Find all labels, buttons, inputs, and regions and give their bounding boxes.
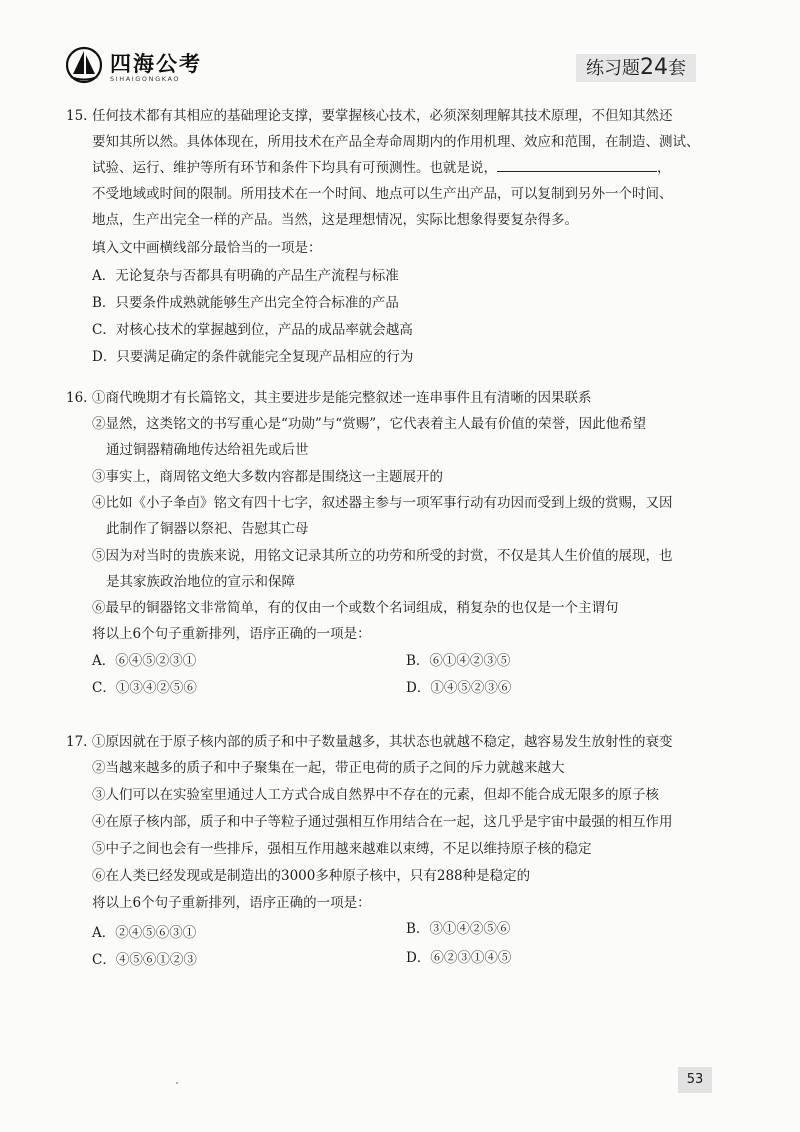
passage-line: 任何技术都有其相应的基础理论支撑，要掌握核心技术，必须深刻理解其技术原理，不但知其然还 <box>92 108 673 124</box>
sentence-line: ⑤因为对当时的贵族来说，用铭文记录其所立的功劳和所受的封赏，不仅是其人生价值的展现，也 <box>92 548 673 564</box>
question-number: 15. <box>66 108 88 124</box>
brand-subtitle: SIHAIGONGKAO <box>110 75 181 83</box>
sailboat-logo-icon <box>66 46 102 84</box>
option-a[interactable]: A．⑥④⑤②③① <box>92 653 197 669</box>
sentence-line: ②当越来越多的质子和中子聚集在一起，带正电荷的质子之间的斥力就越来越大 <box>92 760 565 776</box>
option-d[interactable]: D．①④⑤②③⑥ <box>406 680 512 696</box>
sentence-line: ③人们可以在实验室里通过人工方式合成自然界中不存在的元素，但却不能合成无限多的原子核 <box>92 787 659 803</box>
exercise-set-label <box>576 54 696 82</box>
option-b[interactable]: B．⑥①④②③⑤ <box>406 653 511 669</box>
option-a[interactable]: A．②④⑤⑥③① <box>92 925 197 941</box>
option-c[interactable]: C．①③④②⑤⑥ <box>92 680 197 696</box>
sentence-line: 是其家族政治地位的宣示和保障 <box>106 574 295 590</box>
option-b[interactable]: B．只要条件成熟就能够生产出完全符合标准的产品 <box>92 295 399 311</box>
question-prompt: 填入文中画横线部分最恰当的一项是： <box>92 240 322 256</box>
passage-text: 试验、运行、维护等所有环节和条件下均具有可预测性。也就是说， <box>92 160 497 176</box>
brand-name: 四海公考 <box>110 52 202 76</box>
option-c[interactable]: C．④⑤⑥①②③ <box>92 952 197 968</box>
sentence-line: ⑥在人类已经发现或是制造出的3000多种原子核中，只有288种是稳定的 <box>92 868 531 884</box>
page-number: 53 <box>678 1067 712 1093</box>
question-prompt: 将以上6个句子重新排列，语序正确的一项是： <box>92 895 371 911</box>
question-16 <box>66 388 716 708</box>
question-prompt: 将以上6个句子重新排列，语序正确的一项是： <box>92 626 371 642</box>
sentence-line: ⑥最早的铜器铭文非常简单，有的仅由一个或数个名词组成，稍复杂的也仅是一个主谓句 <box>92 600 619 616</box>
fill-in-blank <box>497 158 657 172</box>
question-number: 17. <box>66 734 88 750</box>
scan-speck <box>176 1082 178 1084</box>
passage-line: 地点，生产出完全一样的产品。当然，这是理想情况，实际比想象得要复杂得多。 <box>92 212 578 228</box>
option-d[interactable]: D．只要满足确定的条件就能完全复现产品相应的行为 <box>92 349 414 365</box>
sentence-line: ③事实上，商周铭文绝大多数内容都是围绕这一主题展开的 <box>92 469 443 485</box>
sentence-line: ①商代晚期才有长篇铭文，其主要进步是能完整叙述一连串事件且有清晰的因果联系 <box>92 390 592 406</box>
passage-line: 要知其所以然。具体体现在，所用技术在产品全寿命周期内的作用机理、效应和范围，在制造、测试、 <box>92 134 700 150</box>
sentence-line: ②显然，这类铭文的书写重心是“功勋”与“赏赐”，它代表着主人最有价值的荣誉，因此他希望 <box>92 416 647 432</box>
option-c[interactable]: C．对核心技术的掌握越到位，产品的成品率就会越高 <box>92 322 413 338</box>
passage-line-with-blank <box>92 158 671 180</box>
sentence-line: 通过铜器精确地传达给祖先或后世 <box>106 442 309 458</box>
sentence-line: ⑤中子之间也会有一些排斥，强相互作用越来越难以束缚，不足以维持原子核的稳定 <box>92 841 592 857</box>
option-a[interactable]: A．无论复杂与否都具有明确的产品生产流程与标准 <box>92 268 399 284</box>
question-17 <box>66 732 716 982</box>
passage-line: 不受地域或时间的限制。所用技术在一个时间、地点可以生产出产品，可以复制到另外一个时间、 <box>92 186 673 202</box>
brand-logo-block <box>66 42 226 92</box>
set-number: 24 <box>640 55 668 80</box>
set-prefix: 练习题 <box>586 58 640 79</box>
set-suffix: 套 <box>668 58 686 79</box>
question-number: 16. <box>66 390 88 406</box>
sentence-line: 此制作了铜器以祭祀、告慰其亡母 <box>106 521 309 537</box>
sentence-line: ①原因就在于原子核内部的质子和中子数量越多，其状态也就越不稳定，越容易发生放射性的衰变 <box>92 734 673 750</box>
passage-text: ， <box>657 160 671 176</box>
sentence-line: ④比如《小子夆卣》铭文有四十七字，叙述器主参与一项军事行动有功因而受到上级的赏赐，又因 <box>92 495 673 511</box>
option-b[interactable]: B．③①④②⑤⑥ <box>406 921 511 937</box>
sentence-line: ④在原子核内部，质子和中子等粒子通过强相互作用结合在一起，这几乎是宇宙中最强的相互作用 <box>92 814 673 830</box>
question-15 <box>66 106 716 376</box>
option-d[interactable]: D．⑥②③①④⑤ <box>406 950 512 966</box>
